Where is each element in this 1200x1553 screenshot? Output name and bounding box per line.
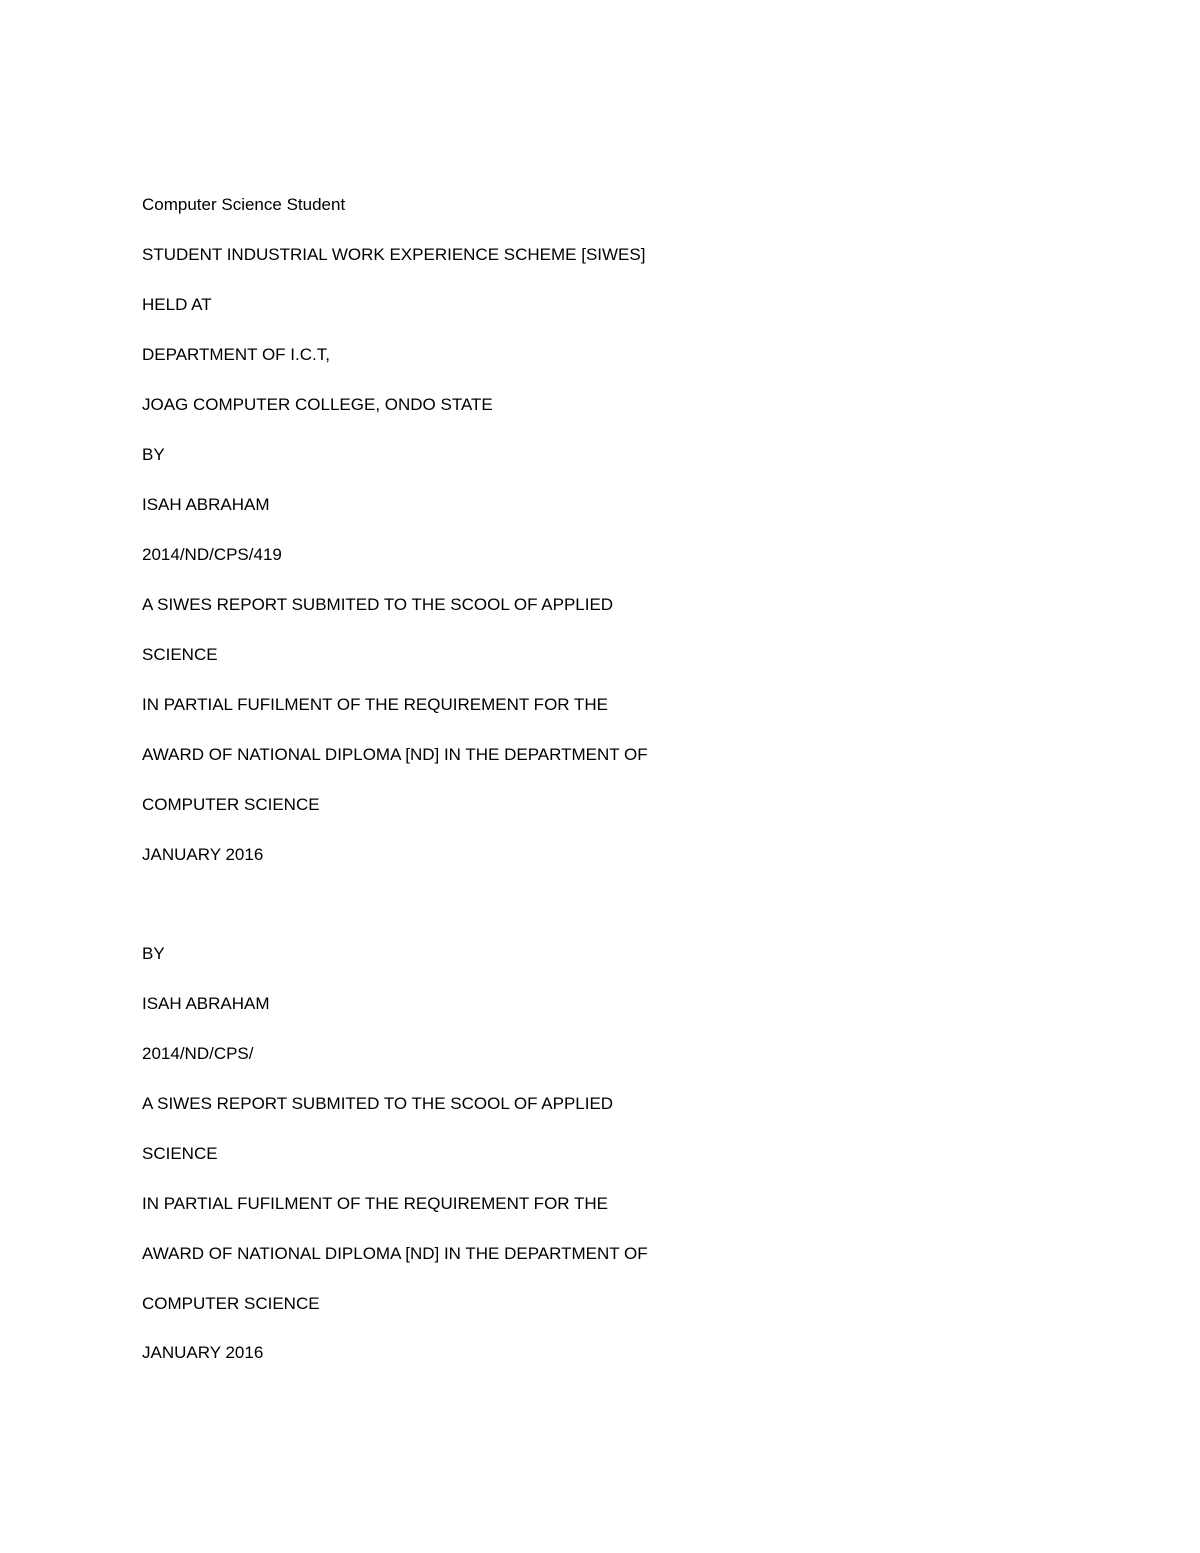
matric-number-2: 2014/ND/CPS/ [142, 1044, 254, 1063]
report-line-1-2: A SIWES REPORT SUBMITED TO THE SCOOL OF APPLIED [142, 1094, 614, 1113]
report-line-2: SCIENCE [142, 645, 218, 664]
report-date: JANUARY 2016 [142, 845, 264, 864]
partial-line-3: COMPUTER SCIENCE [142, 795, 320, 814]
report-line-1: A SIWES REPORT SUBMITED TO THE SCOOL OF APPLIED [142, 595, 614, 614]
department-text: DEPARTMENT OF I.C.T, [142, 345, 330, 364]
subtitle-text: Computer Science Student [142, 195, 346, 214]
report-line-2-2: SCIENCE [142, 1144, 218, 1163]
partial-line-2: AWARD OF NATIONAL DIPLOMA [ND] IN THE DEPARTMENT OF [142, 745, 648, 764]
by-text: BY [142, 445, 165, 464]
student-name-2: ISAH ABRAHAM [142, 994, 270, 1013]
partial-line-1: IN PARTIAL FUFILMENT OF THE REQUIREMENT FOR THE [142, 695, 608, 714]
scheme-title: STUDENT INDUSTRIAL WORK EXPERIENCE SCHEME [SIWES] [142, 245, 646, 264]
matric-number: 2014/ND/CPS/419 [142, 545, 282, 564]
partial-line-2-2: AWARD OF NATIONAL DIPLOMA [ND] IN THE DEPARTMENT OF [142, 1244, 648, 1263]
partial-line-1-2: IN PARTIAL FUFILMENT OF THE REQUIREMENT FOR THE [142, 1194, 608, 1213]
held-at-text: HELD AT [142, 295, 212, 314]
by-text-2: BY [142, 944, 165, 963]
college-text: JOAG COMPUTER COLLEGE, ONDO STATE [142, 395, 493, 414]
report-date-2: JANUARY 2016 [142, 1343, 264, 1362]
student-name: ISAH ABRAHAM [142, 495, 270, 514]
partial-line-3-2: COMPUTER SCIENCE [142, 1294, 320, 1313]
